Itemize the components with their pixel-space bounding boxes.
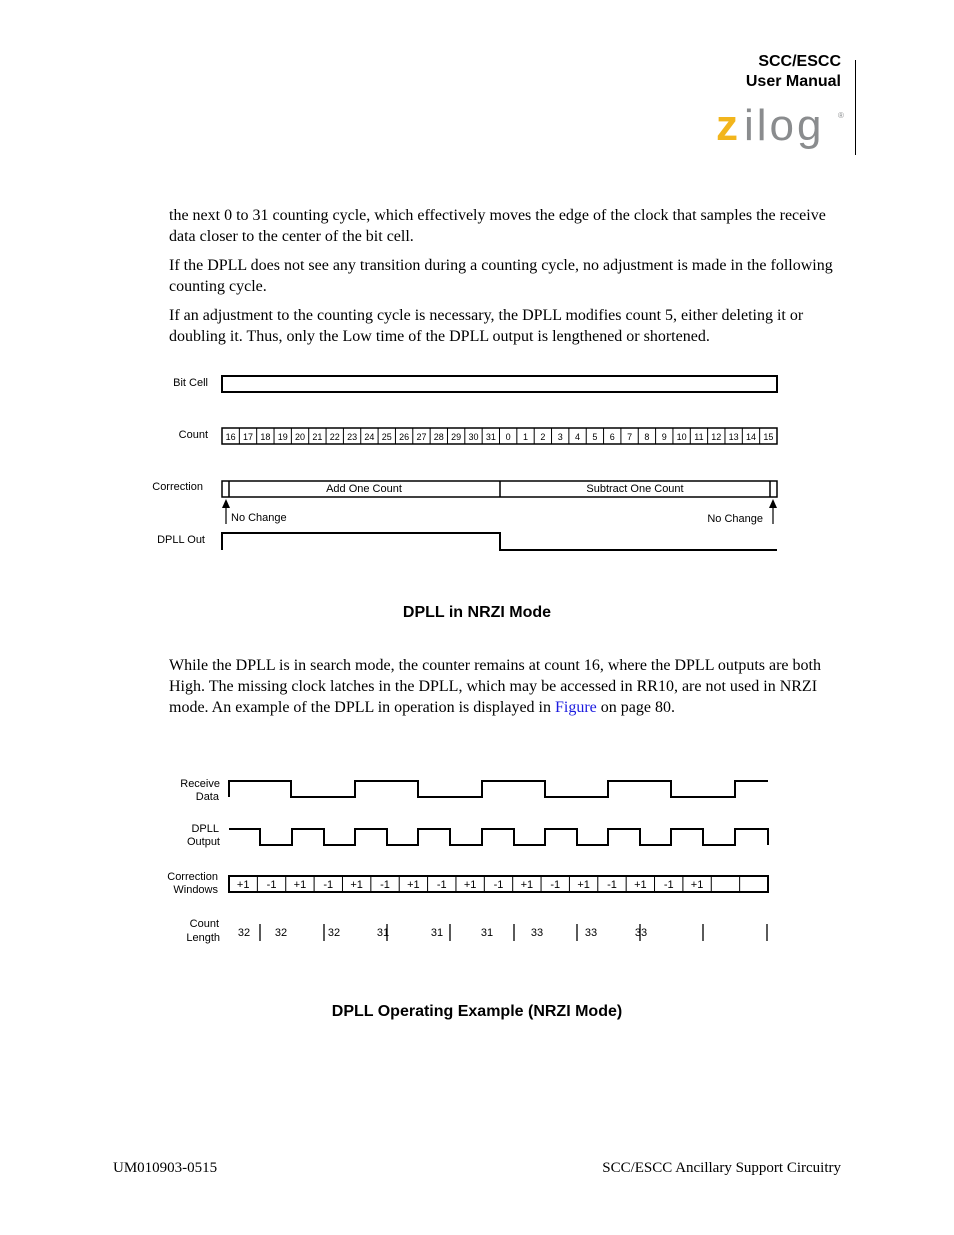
correction-value: -1 xyxy=(663,879,674,891)
correction-value: +1 xyxy=(520,879,534,891)
count-length-value: 31 xyxy=(376,927,390,939)
count-cell-label: 22 xyxy=(329,432,340,442)
footer-section: SCC/ESCC Ancillary Support Circuitry xyxy=(602,1160,841,1176)
registered-mark: ® xyxy=(838,111,844,120)
count-length-value: 33 xyxy=(634,927,648,939)
label-dpll-output-1: DPLL xyxy=(191,823,219,835)
label-bit-cell: Bit Cell xyxy=(173,377,208,389)
paragraph-2: If the DPLL does not see any transition during a counting cycle, no adjustment is made in the following counting cycle. xyxy=(169,257,833,295)
correction-value: +1 xyxy=(407,879,420,891)
count-cell-label: 0 xyxy=(505,432,511,442)
count-cell-label: 10 xyxy=(676,432,687,442)
header-title-line2: User Manual xyxy=(745,73,841,90)
count-cell-label: 28 xyxy=(433,432,444,442)
figure2-caption: DPLL Operating Example (NRZI Mode) xyxy=(331,1003,623,1020)
count-cell-label: 18 xyxy=(260,432,271,442)
paragraph-4-text: While the DPLL is in search mode, the counter remains at count 16, where the DPLL outputs are both High. The missing clock latches in the DPLL, which may be accessed in RR10, are not used in NRZI mode. An example of the DPLL in operation is displayed in xyxy=(169,657,821,716)
correction-value: +1 xyxy=(577,879,590,891)
count-cell-label: 20 xyxy=(295,432,306,442)
count-cell-label: 14 xyxy=(745,432,756,442)
correction-value: -1 xyxy=(323,879,334,891)
label-dpll-out: DPLL Out xyxy=(157,534,205,546)
count-cell-label: 5 xyxy=(592,432,598,442)
count-cell-label: 25 xyxy=(381,432,392,442)
label-correction: Correction xyxy=(152,481,203,493)
count-cell-label: 30 xyxy=(468,432,479,442)
label-receive-data-1: Receive xyxy=(180,778,220,790)
count-cell-label: 16 xyxy=(225,432,236,442)
count-cell-label: 6 xyxy=(609,432,615,442)
count-length-value: 32 xyxy=(237,927,251,939)
count-cell-label: 23 xyxy=(347,432,358,442)
paragraph-4-tail: on page 80. xyxy=(596,699,675,716)
correction-value: +1 xyxy=(634,879,647,891)
label-count-length-2: Length xyxy=(186,932,220,944)
dpll-output-waveform xyxy=(229,829,768,845)
correction-value: -1 xyxy=(380,879,390,891)
count-cell-label: 12 xyxy=(711,432,722,442)
figure-link[interactable]: Figure xyxy=(555,699,597,716)
correction-value: -1 xyxy=(607,879,617,891)
count-length-value: 33 xyxy=(584,927,598,939)
add-one-count-label: Add One Count xyxy=(326,483,402,495)
count-cell-label: 29 xyxy=(451,432,462,442)
label-count-length-1: Count xyxy=(189,918,219,930)
receive-data-waveform xyxy=(229,781,768,797)
count-cell-label: 1 xyxy=(523,432,529,442)
count-lengths xyxy=(238,924,767,941)
count-cell-label: 31 xyxy=(485,432,496,442)
correction-value: +1 xyxy=(463,879,477,891)
zilog-logo-rest: ilog xyxy=(744,104,825,150)
count-cell-label: 3 xyxy=(557,432,563,442)
label-correction-windows-1: Correction xyxy=(167,871,218,883)
correction-value: -1 xyxy=(436,879,447,891)
label-count: Count xyxy=(178,429,208,441)
count-cell-label: 7 xyxy=(627,432,633,442)
zilog-logo-z: z xyxy=(716,104,738,150)
count-length-value: 33 xyxy=(530,927,544,939)
subtract-one-count-label: Subtract One Count xyxy=(586,483,684,495)
count-cell-label: 26 xyxy=(399,432,410,442)
count-cell-label: 9 xyxy=(661,432,667,442)
no-change-left-label: No Change xyxy=(231,512,287,524)
correction-value: -1 xyxy=(266,879,277,891)
count-cell-label: 19 xyxy=(277,432,288,442)
paragraph-3: If an adjustment to the counting cycle is necessary, the DPLL modifies count 5, either deleting it or doubling it. Thus, only the Low time of the DPLL output is lengthened or shortened. xyxy=(169,307,804,345)
count-cell-label: 27 xyxy=(416,432,427,442)
count-cell-label: 4 xyxy=(575,432,581,442)
paragraph-1: the next 0 to 31 counting cycle, which effectively moves the edge of the clock that samples the receive data closer to the center of the bit cell. xyxy=(169,207,826,245)
count-length-value: 31 xyxy=(430,927,444,939)
count-length-value: 31 xyxy=(480,927,494,939)
label-dpll-output-2: Output xyxy=(186,836,220,848)
no-change-right-label: No Change xyxy=(707,513,763,525)
correction-value: -1 xyxy=(550,879,561,891)
footer-doc-id: UM010903-0515 xyxy=(113,1160,218,1176)
count-cell-label: 21 xyxy=(312,432,323,442)
correction-value: +1 xyxy=(350,879,363,891)
correction-value: +1 xyxy=(236,879,250,891)
correction-value: +1 xyxy=(690,879,704,891)
count-cell-label: 13 xyxy=(728,432,739,442)
header-title-line1: SCC/ESCC xyxy=(758,53,841,70)
correction-value: +1 xyxy=(293,879,307,891)
count-cell-label: 11 xyxy=(694,432,704,442)
count-cell-label: 17 xyxy=(243,432,254,442)
count-cell-label: 15 xyxy=(763,432,774,442)
figure1-caption: DPLL in NRZI Mode xyxy=(402,604,552,621)
count-cell-label: 24 xyxy=(364,432,375,442)
count-cell-label: 8 xyxy=(644,432,650,442)
count-cell-label: 2 xyxy=(540,432,546,442)
correction-windows xyxy=(237,876,740,892)
label-correction-windows-2: Windows xyxy=(173,884,218,896)
correction-value: -1 xyxy=(493,879,504,891)
label-receive-data-2: Data xyxy=(195,791,219,803)
count-length-value: 32 xyxy=(274,927,288,939)
count-length-value: 32 xyxy=(327,927,341,939)
